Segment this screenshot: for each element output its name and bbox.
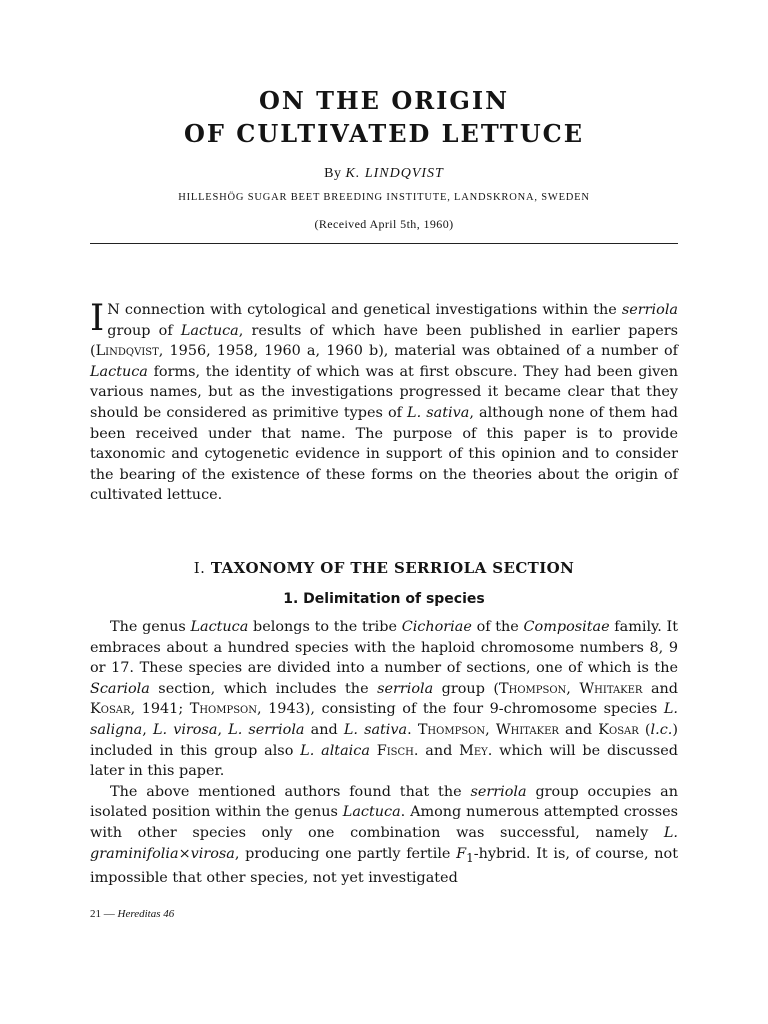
- italic-term: Scariola: [90, 680, 150, 697]
- author-name: K. LINDQVIST: [345, 166, 444, 181]
- text: (: [638, 721, 651, 738]
- author-citation: Thompson: [499, 680, 567, 697]
- text: , 1943), consisting of the four 9-chromosome species: [257, 701, 664, 718]
- italic-term: L. saligna: [90, 701, 678, 738]
- italic-term: Lactuca: [190, 619, 249, 635]
- text: group (: [433, 680, 499, 697]
- italic-term: L. sativa: [343, 721, 408, 738]
- text: [370, 743, 377, 759]
- page-number: 21 —: [90, 908, 115, 920]
- author-citation: Whitaker: [495, 721, 559, 738]
- text: ) included in this group also: [90, 721, 678, 759]
- main-text: [90, 617, 678, 889]
- italic-term: L. serriola: [228, 721, 305, 738]
- text: family. It embraces about a hundred species with the haploid chromosome numbers 8, 9 or 17. These species are divided into a number of sections, one of which is the: [90, 619, 679, 677]
- text: ,: [217, 721, 229, 738]
- text: .: [407, 721, 418, 738]
- page-footer: [90, 908, 174, 920]
- text: forms, the identity of which was at first obscure. They had been given various names, but as the investigations progressed it became clear that they should be considered as primitive types of: [90, 363, 678, 421]
- paragraph-2: [90, 782, 678, 889]
- text: ,: [142, 721, 153, 738]
- author-citation: Kosar: [90, 701, 131, 718]
- author-citation: Thompson: [189, 701, 258, 718]
- italic-term: L. sativa: [407, 404, 470, 421]
- text: , although none of them had been received under that name. The purpose of this paper is to provide taxonomic and cytogenetic evidence in support of this opinion and to consider the bearing of the existence of these forms on the theories about the origin of cultivated lettuce.: [90, 404, 679, 504]
- italic-term: L. virosa: [152, 721, 218, 738]
- section-title: TAXONOMY OF THE SERRIOLA SECTION: [210, 559, 575, 577]
- italic-term: Lactuca: [90, 363, 148, 380]
- author-citation: Whitaker: [579, 680, 643, 697]
- author-citation: Kosar: [598, 721, 639, 738]
- byline-prefix: By: [324, 166, 342, 181]
- cross-symbol: ×: [178, 845, 191, 862]
- intro-paragraph: [90, 300, 678, 506]
- subscript: 1: [466, 850, 474, 865]
- text: ,: [485, 721, 496, 738]
- text: , 1941;: [130, 701, 190, 718]
- paragraph-1: [90, 617, 678, 782]
- text: The genus: [110, 619, 191, 635]
- text: . Among numerous attempted crosses with other species only one combination was successful, namely: [90, 804, 678, 841]
- text: , 1956, 1958, 1960 a, 1960 b), material was obtained of a number of: [158, 343, 678, 360]
- text: N connection with cytological and genetical investigations within the: [107, 302, 622, 318]
- text: and: [418, 742, 460, 759]
- author-citation: Thompson: [417, 721, 486, 738]
- text: group occupies an isolated position within the genus: [90, 783, 679, 821]
- author-citation: Mey.: [459, 742, 493, 759]
- title-line-1: ON THE ORIGIN: [258, 86, 510, 115]
- text: , producing one partly fertile: [234, 845, 457, 862]
- italic-term: F: [456, 845, 467, 862]
- section-number: I.: [193, 559, 206, 577]
- italic-term: virosa: [190, 845, 235, 862]
- institute: HILLESHÖG SUGAR BEET BREEDING INSTITUTE, LANDSKRONA, SWEDEN: [178, 192, 590, 203]
- header-divider: [90, 243, 678, 244]
- received-date: (Received April 5th, 1960): [314, 217, 454, 231]
- italic-term: Cichoriae: [401, 619, 472, 635]
- italic-term: Lactuca: [342, 804, 401, 821]
- italic-term: L. graminifolia: [90, 824, 678, 862]
- text: section, which includes the: [149, 680, 378, 697]
- author-citation: Fisch.: [376, 742, 419, 759]
- title-line-2: OF CULTIVATED LETTUCE: [183, 119, 585, 148]
- subsection-heading: 1. Delimitation of species: [283, 591, 485, 607]
- text: group of: [107, 322, 181, 339]
- author-citation: Lindqvist: [95, 343, 159, 360]
- italic-term: serriola: [621, 302, 678, 318]
- italic-term: Lactuca: [180, 322, 239, 339]
- text: ,: [566, 680, 580, 697]
- italic-term: serriola: [470, 783, 527, 800]
- text: belongs to the tribe: [248, 619, 402, 635]
- drop-cap: I: [90, 298, 105, 339]
- text: -hybrid. It is, of course, not impossible that other species, not yet investigated: [90, 845, 678, 886]
- text: The above mentioned authors found that the: [110, 783, 471, 800]
- byline: [0, 166, 768, 182]
- italic-term: serriola: [377, 680, 434, 697]
- text: and: [558, 721, 599, 738]
- section-heading: [0, 559, 768, 577]
- italic-term: l.c.: [650, 721, 673, 738]
- journal-name: Hereditas 46: [117, 908, 175, 920]
- text: , results of which have been published in earlier papers (: [90, 322, 679, 360]
- text: of the: [471, 619, 524, 635]
- italic-term: L. altaica: [300, 742, 370, 759]
- text: which will be discussed later in this paper.: [90, 742, 678, 780]
- text: and: [642, 680, 679, 697]
- text: and: [304, 721, 344, 738]
- italic-term: Compositae: [523, 619, 610, 635]
